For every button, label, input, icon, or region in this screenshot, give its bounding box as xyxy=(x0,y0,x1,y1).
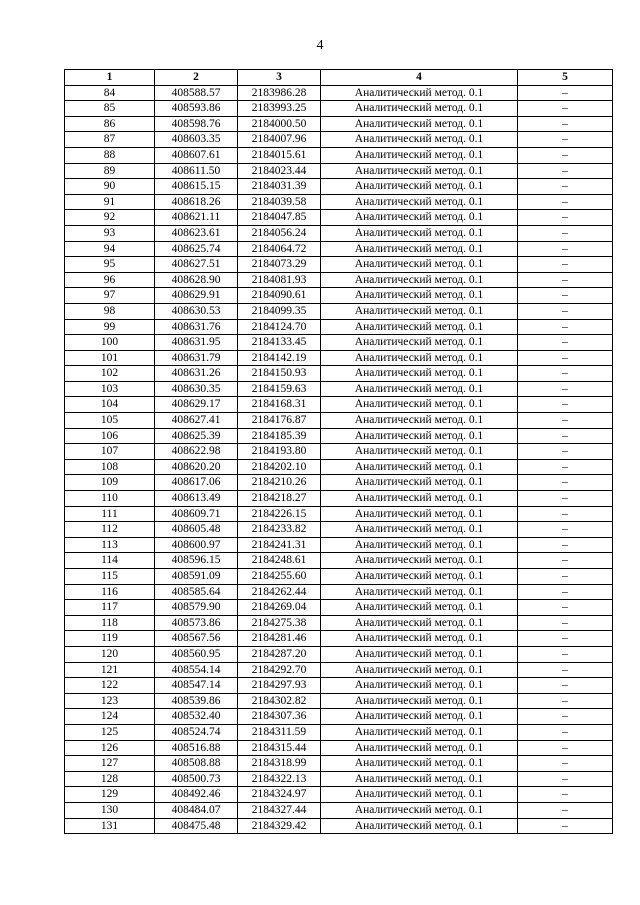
table-row xyxy=(65,179,613,195)
note-cell: – xyxy=(518,802,613,818)
point-number-cell: 112 xyxy=(65,522,155,538)
point-number-cell: 90 xyxy=(65,179,155,195)
y-coordinate-cell: 2184315.44 xyxy=(238,740,321,756)
note-cell: – xyxy=(518,85,613,101)
x-coordinate-cell: 408607.61 xyxy=(155,147,238,163)
point-number-cell: 113 xyxy=(65,537,155,553)
point-number-cell: 122 xyxy=(65,678,155,694)
table-row xyxy=(65,615,613,631)
x-coordinate-cell: 408625.74 xyxy=(155,241,238,257)
point-number-cell: 119 xyxy=(65,631,155,647)
y-coordinate-cell: 2184269.04 xyxy=(238,600,321,616)
method-cell: Аналитический метод. 0.1 xyxy=(321,257,518,273)
note-cell: – xyxy=(518,678,613,694)
note-cell: – xyxy=(518,272,613,288)
point-number-cell: 116 xyxy=(65,584,155,600)
y-coordinate-cell: 2184031.39 xyxy=(238,179,321,195)
note-cell: – xyxy=(518,350,613,366)
method-cell: Аналитический метод. 0.1 xyxy=(321,194,518,210)
table-row xyxy=(65,475,613,491)
y-coordinate-cell: 2184000.50 xyxy=(238,116,321,132)
x-coordinate-cell: 408630.53 xyxy=(155,303,238,319)
y-coordinate-cell: 2184262.44 xyxy=(238,584,321,600)
method-cell: Аналитический метод. 0.1 xyxy=(321,818,518,834)
x-coordinate-cell: 408627.41 xyxy=(155,413,238,429)
point-number-cell: 101 xyxy=(65,350,155,366)
y-coordinate-cell: 2184185.39 xyxy=(238,428,321,444)
note-cell: – xyxy=(518,428,613,444)
point-number-cell: 91 xyxy=(65,194,155,210)
note-cell: – xyxy=(518,615,613,631)
note-cell: – xyxy=(518,210,613,226)
point-number-cell: 129 xyxy=(65,787,155,803)
x-coordinate-cell: 408631.79 xyxy=(155,350,238,366)
table-row xyxy=(65,771,613,787)
x-coordinate-cell: 408598.76 xyxy=(155,116,238,132)
y-coordinate-cell: 2184090.61 xyxy=(238,288,321,304)
y-coordinate-cell: 2184302.82 xyxy=(238,693,321,709)
table-row xyxy=(65,802,613,818)
method-cell: Аналитический метод. 0.1 xyxy=(321,85,518,101)
table-row xyxy=(65,319,613,335)
note-cell: – xyxy=(518,116,613,132)
y-coordinate-cell: 2184322.13 xyxy=(238,771,321,787)
y-coordinate-cell: 2184015.61 xyxy=(238,147,321,163)
table-row xyxy=(65,303,613,319)
table-row xyxy=(65,709,613,725)
table-row xyxy=(65,132,613,148)
y-coordinate-cell: 2184064.72 xyxy=(238,241,321,257)
method-cell: Аналитический метод. 0.1 xyxy=(321,272,518,288)
method-cell: Аналитический метод. 0.1 xyxy=(321,413,518,429)
method-cell: Аналитический метод. 0.1 xyxy=(321,771,518,787)
y-coordinate-cell: 2184202.10 xyxy=(238,459,321,475)
method-cell: Аналитический метод. 0.1 xyxy=(321,802,518,818)
point-number-cell: 120 xyxy=(65,646,155,662)
note-cell: – xyxy=(518,257,613,273)
x-coordinate-cell: 408524.74 xyxy=(155,724,238,740)
point-number-cell: 104 xyxy=(65,397,155,413)
column-header-4: 4 xyxy=(321,70,518,86)
x-coordinate-cell: 408631.76 xyxy=(155,319,238,335)
point-number-cell: 98 xyxy=(65,303,155,319)
table-row xyxy=(65,210,613,226)
coordinates-table xyxy=(64,69,613,834)
y-coordinate-cell: 2184255.60 xyxy=(238,569,321,585)
y-coordinate-cell: 2184324.97 xyxy=(238,787,321,803)
method-cell: Аналитический метод. 0.1 xyxy=(321,740,518,756)
method-cell: Аналитический метод. 0.1 xyxy=(321,709,518,725)
note-cell: – xyxy=(518,818,613,834)
y-coordinate-cell: 2184327.44 xyxy=(238,802,321,818)
point-number-cell: 124 xyxy=(65,709,155,725)
y-coordinate-cell: 2184248.61 xyxy=(238,553,321,569)
table-row xyxy=(65,241,613,257)
note-cell: – xyxy=(518,444,613,460)
method-cell: Аналитический метод. 0.1 xyxy=(321,584,518,600)
x-coordinate-cell: 408622.98 xyxy=(155,444,238,460)
table-row xyxy=(65,459,613,475)
method-cell: Аналитический метод. 0.1 xyxy=(321,116,518,132)
point-number-cell: 110 xyxy=(65,491,155,507)
note-cell: – xyxy=(518,584,613,600)
table-row xyxy=(65,288,613,304)
table-row xyxy=(65,787,613,803)
x-coordinate-cell: 408567.56 xyxy=(155,631,238,647)
point-number-cell: 108 xyxy=(65,459,155,475)
y-coordinate-cell: 2183993.25 xyxy=(238,101,321,117)
x-coordinate-cell: 408613.49 xyxy=(155,491,238,507)
method-cell: Аналитический метод. 0.1 xyxy=(321,600,518,616)
table-row xyxy=(65,257,613,273)
table-row xyxy=(65,350,613,366)
method-cell: Аналитический метод. 0.1 xyxy=(321,724,518,740)
point-number-cell: 121 xyxy=(65,662,155,678)
method-cell: Аналитический метод. 0.1 xyxy=(321,553,518,569)
table-row xyxy=(65,397,613,413)
x-coordinate-cell: 408554.14 xyxy=(155,662,238,678)
column-header-5: 5 xyxy=(518,70,613,86)
method-cell: Аналитический метод. 0.1 xyxy=(321,381,518,397)
method-cell: Аналитический метод. 0.1 xyxy=(321,163,518,179)
point-number-cell: 99 xyxy=(65,319,155,335)
method-cell: Аналитический метод. 0.1 xyxy=(321,288,518,304)
table-row xyxy=(65,818,613,834)
method-cell: Аналитический метод. 0.1 xyxy=(321,241,518,257)
point-number-cell: 84 xyxy=(65,85,155,101)
point-number-cell: 131 xyxy=(65,818,155,834)
point-number-cell: 107 xyxy=(65,444,155,460)
table-row xyxy=(65,163,613,179)
note-cell: – xyxy=(518,646,613,662)
table-row xyxy=(65,569,613,585)
method-cell: Аналитический метод. 0.1 xyxy=(321,693,518,709)
table-row xyxy=(65,413,613,429)
method-cell: Аналитический метод. 0.1 xyxy=(321,615,518,631)
method-cell: Аналитический метод. 0.1 xyxy=(321,631,518,647)
note-cell: – xyxy=(518,475,613,491)
method-cell: Аналитический метод. 0.1 xyxy=(321,132,518,148)
point-number-cell: 118 xyxy=(65,615,155,631)
note-cell: – xyxy=(518,522,613,538)
method-cell: Аналитический метод. 0.1 xyxy=(321,428,518,444)
x-coordinate-cell: 408600.97 xyxy=(155,537,238,553)
point-number-cell: 111 xyxy=(65,506,155,522)
method-cell: Аналитический метод. 0.1 xyxy=(321,522,518,538)
method-cell: Аналитический метод. 0.1 xyxy=(321,397,518,413)
y-coordinate-cell: 2184007.96 xyxy=(238,132,321,148)
table-row xyxy=(65,85,613,101)
table-row xyxy=(65,444,613,460)
method-cell: Аналитический метод. 0.1 xyxy=(321,569,518,585)
point-number-cell: 128 xyxy=(65,771,155,787)
method-cell: Аналитический метод. 0.1 xyxy=(321,491,518,507)
page-number: 4 xyxy=(316,38,324,53)
y-coordinate-cell: 2184150.93 xyxy=(238,366,321,382)
note-cell: – xyxy=(518,537,613,553)
point-number-cell: 93 xyxy=(65,225,155,241)
note-cell: – xyxy=(518,225,613,241)
x-coordinate-cell: 408508.88 xyxy=(155,756,238,772)
y-coordinate-cell: 2184047.85 xyxy=(238,210,321,226)
note-cell: – xyxy=(518,366,613,382)
method-cell: Аналитический метод. 0.1 xyxy=(321,537,518,553)
y-coordinate-cell: 2184099.35 xyxy=(238,303,321,319)
x-coordinate-cell: 408547.14 xyxy=(155,678,238,694)
note-cell: – xyxy=(518,506,613,522)
x-coordinate-cell: 408484.07 xyxy=(155,802,238,818)
x-coordinate-cell: 408475.48 xyxy=(155,818,238,834)
table-row xyxy=(65,491,613,507)
x-coordinate-cell: 408605.48 xyxy=(155,522,238,538)
table-row xyxy=(65,522,613,538)
table-row xyxy=(65,381,613,397)
x-coordinate-cell: 408629.17 xyxy=(155,397,238,413)
y-coordinate-cell: 2184218.27 xyxy=(238,491,321,507)
x-coordinate-cell: 408539.86 xyxy=(155,693,238,709)
note-cell: – xyxy=(518,335,613,351)
x-coordinate-cell: 408621.11 xyxy=(155,210,238,226)
table-row xyxy=(65,553,613,569)
note-cell: – xyxy=(518,319,613,335)
y-coordinate-cell: 2184233.82 xyxy=(238,522,321,538)
note-cell: – xyxy=(518,491,613,507)
x-coordinate-cell: 408573.86 xyxy=(155,615,238,631)
x-coordinate-cell: 408625.39 xyxy=(155,428,238,444)
x-coordinate-cell: 408611.50 xyxy=(155,163,238,179)
table-row xyxy=(65,678,613,694)
y-coordinate-cell: 2184297.93 xyxy=(238,678,321,694)
point-number-cell: 126 xyxy=(65,740,155,756)
table-row xyxy=(65,194,613,210)
point-number-cell: 92 xyxy=(65,210,155,226)
note-cell: – xyxy=(518,569,613,585)
method-cell: Аналитический метод. 0.1 xyxy=(321,506,518,522)
y-coordinate-cell: 2184287.20 xyxy=(238,646,321,662)
table-row xyxy=(65,366,613,382)
method-cell: Аналитический метод. 0.1 xyxy=(321,444,518,460)
point-number-cell: 89 xyxy=(65,163,155,179)
x-coordinate-cell: 408603.35 xyxy=(155,132,238,148)
note-cell: – xyxy=(518,101,613,117)
note-cell: – xyxy=(518,740,613,756)
method-cell: Аналитический метод. 0.1 xyxy=(321,366,518,382)
x-coordinate-cell: 408579.90 xyxy=(155,600,238,616)
y-coordinate-cell: 2184226.15 xyxy=(238,506,321,522)
table-row xyxy=(65,724,613,740)
y-coordinate-cell: 2184159.63 xyxy=(238,381,321,397)
point-number-cell: 97 xyxy=(65,288,155,304)
point-number-cell: 117 xyxy=(65,600,155,616)
x-coordinate-cell: 408588.57 xyxy=(155,85,238,101)
point-number-cell: 103 xyxy=(65,381,155,397)
y-coordinate-cell: 2184275.38 xyxy=(238,615,321,631)
note-cell: – xyxy=(518,553,613,569)
note-cell: – xyxy=(518,303,613,319)
y-coordinate-cell: 2184081.93 xyxy=(238,272,321,288)
table-row xyxy=(65,646,613,662)
y-coordinate-cell: 2184241.31 xyxy=(238,537,321,553)
table-body xyxy=(65,85,613,834)
y-coordinate-cell: 2184142.19 xyxy=(238,350,321,366)
method-cell: Аналитический метод. 0.1 xyxy=(321,459,518,475)
column-header-3: 3 xyxy=(238,70,321,86)
table-row xyxy=(65,116,613,132)
method-cell: Аналитический метод. 0.1 xyxy=(321,335,518,351)
column-header-2: 2 xyxy=(155,70,238,86)
y-coordinate-cell: 2184281.46 xyxy=(238,631,321,647)
point-number-cell: 125 xyxy=(65,724,155,740)
point-number-cell: 95 xyxy=(65,257,155,273)
y-coordinate-cell: 2184124.70 xyxy=(238,319,321,335)
note-cell: – xyxy=(518,179,613,195)
note-cell: – xyxy=(518,397,613,413)
y-coordinate-cell: 2184168.31 xyxy=(238,397,321,413)
method-cell: Аналитический метод. 0.1 xyxy=(321,662,518,678)
note-cell: – xyxy=(518,241,613,257)
method-cell: Аналитический метод. 0.1 xyxy=(321,319,518,335)
note-cell: – xyxy=(518,381,613,397)
note-cell: – xyxy=(518,756,613,772)
note-cell: – xyxy=(518,288,613,304)
method-cell: Аналитический метод. 0.1 xyxy=(321,147,518,163)
note-cell: – xyxy=(518,132,613,148)
note-cell: – xyxy=(518,724,613,740)
x-coordinate-cell: 408500.73 xyxy=(155,771,238,787)
point-number-cell: 109 xyxy=(65,475,155,491)
note-cell: – xyxy=(518,771,613,787)
y-coordinate-cell: 2184318.99 xyxy=(238,756,321,772)
method-cell: Аналитический метод. 0.1 xyxy=(321,678,518,694)
x-coordinate-cell: 408492.46 xyxy=(155,787,238,803)
x-coordinate-cell: 408585.64 xyxy=(155,584,238,600)
x-coordinate-cell: 408628.90 xyxy=(155,272,238,288)
x-coordinate-cell: 408627.51 xyxy=(155,257,238,273)
table-row xyxy=(65,740,613,756)
y-coordinate-cell: 2184056.24 xyxy=(238,225,321,241)
x-coordinate-cell: 408609.71 xyxy=(155,506,238,522)
point-number-cell: 127 xyxy=(65,756,155,772)
method-cell: Аналитический метод. 0.1 xyxy=(321,350,518,366)
x-coordinate-cell: 408631.26 xyxy=(155,366,238,382)
method-cell: Аналитический метод. 0.1 xyxy=(321,756,518,772)
y-coordinate-cell: 2183986.28 xyxy=(238,85,321,101)
note-cell: – xyxy=(518,459,613,475)
x-coordinate-cell: 408516.88 xyxy=(155,740,238,756)
point-number-cell: 100 xyxy=(65,335,155,351)
table-row xyxy=(65,147,613,163)
y-coordinate-cell: 2184133.45 xyxy=(238,335,321,351)
x-coordinate-cell: 408593.86 xyxy=(155,101,238,117)
x-coordinate-cell: 408615.15 xyxy=(155,179,238,195)
y-coordinate-cell: 2184329.42 xyxy=(238,818,321,834)
table-row xyxy=(65,506,613,522)
table-row xyxy=(65,600,613,616)
note-cell: – xyxy=(518,631,613,647)
point-number-cell: 102 xyxy=(65,366,155,382)
y-coordinate-cell: 2184039.58 xyxy=(238,194,321,210)
point-number-cell: 123 xyxy=(65,693,155,709)
point-number-cell: 115 xyxy=(65,569,155,585)
table-row xyxy=(65,225,613,241)
point-number-cell: 130 xyxy=(65,802,155,818)
point-number-cell: 88 xyxy=(65,147,155,163)
note-cell: – xyxy=(518,600,613,616)
note-cell: – xyxy=(518,413,613,429)
y-coordinate-cell: 2184176.87 xyxy=(238,413,321,429)
y-coordinate-cell: 2184311.59 xyxy=(238,724,321,740)
note-cell: – xyxy=(518,787,613,803)
x-coordinate-cell: 408617.06 xyxy=(155,475,238,491)
x-coordinate-cell: 408620.20 xyxy=(155,459,238,475)
x-coordinate-cell: 408630.35 xyxy=(155,381,238,397)
note-cell: – xyxy=(518,194,613,210)
column-header-1: 1 xyxy=(65,70,155,86)
table-row xyxy=(65,101,613,117)
point-number-cell: 96 xyxy=(65,272,155,288)
table-row xyxy=(65,537,613,553)
table-row xyxy=(65,693,613,709)
table-row xyxy=(65,272,613,288)
y-coordinate-cell: 2184193.80 xyxy=(238,444,321,460)
table-header-row xyxy=(65,70,613,86)
y-coordinate-cell: 2184210.26 xyxy=(238,475,321,491)
point-number-cell: 114 xyxy=(65,553,155,569)
point-number-cell: 85 xyxy=(65,101,155,117)
note-cell: – xyxy=(518,662,613,678)
x-coordinate-cell: 408591.09 xyxy=(155,569,238,585)
y-coordinate-cell: 2184023.44 xyxy=(238,163,321,179)
point-number-cell: 105 xyxy=(65,413,155,429)
method-cell: Аналитический метод. 0.1 xyxy=(321,646,518,662)
y-coordinate-cell: 2184073.29 xyxy=(238,257,321,273)
table-row xyxy=(65,584,613,600)
x-coordinate-cell: 408631.95 xyxy=(155,335,238,351)
point-number-cell: 86 xyxy=(65,116,155,132)
x-coordinate-cell: 408618.26 xyxy=(155,194,238,210)
table-row xyxy=(65,335,613,351)
y-coordinate-cell: 2184307.36 xyxy=(238,709,321,725)
table-row xyxy=(65,756,613,772)
table-row xyxy=(65,662,613,678)
method-cell: Аналитический метод. 0.1 xyxy=(321,787,518,803)
method-cell: Аналитический метод. 0.1 xyxy=(321,210,518,226)
method-cell: Аналитический метод. 0.1 xyxy=(321,475,518,491)
x-coordinate-cell: 408596.15 xyxy=(155,553,238,569)
y-coordinate-cell: 2184292.70 xyxy=(238,662,321,678)
method-cell: Аналитический метод. 0.1 xyxy=(321,225,518,241)
note-cell: – xyxy=(518,147,613,163)
point-number-cell: 106 xyxy=(65,428,155,444)
point-number-cell: 87 xyxy=(65,132,155,148)
method-cell: Аналитический метод. 0.1 xyxy=(321,303,518,319)
note-cell: – xyxy=(518,709,613,725)
x-coordinate-cell: 408560.95 xyxy=(155,646,238,662)
table-row xyxy=(65,631,613,647)
method-cell: Аналитический метод. 0.1 xyxy=(321,179,518,195)
table-row xyxy=(65,428,613,444)
point-number-cell: 94 xyxy=(65,241,155,257)
x-coordinate-cell: 408532.40 xyxy=(155,709,238,725)
note-cell: – xyxy=(518,163,613,179)
method-cell: Аналитический метод. 0.1 xyxy=(321,101,518,117)
x-coordinate-cell: 408629.91 xyxy=(155,288,238,304)
x-coordinate-cell: 408623.61 xyxy=(155,225,238,241)
note-cell: – xyxy=(518,693,613,709)
